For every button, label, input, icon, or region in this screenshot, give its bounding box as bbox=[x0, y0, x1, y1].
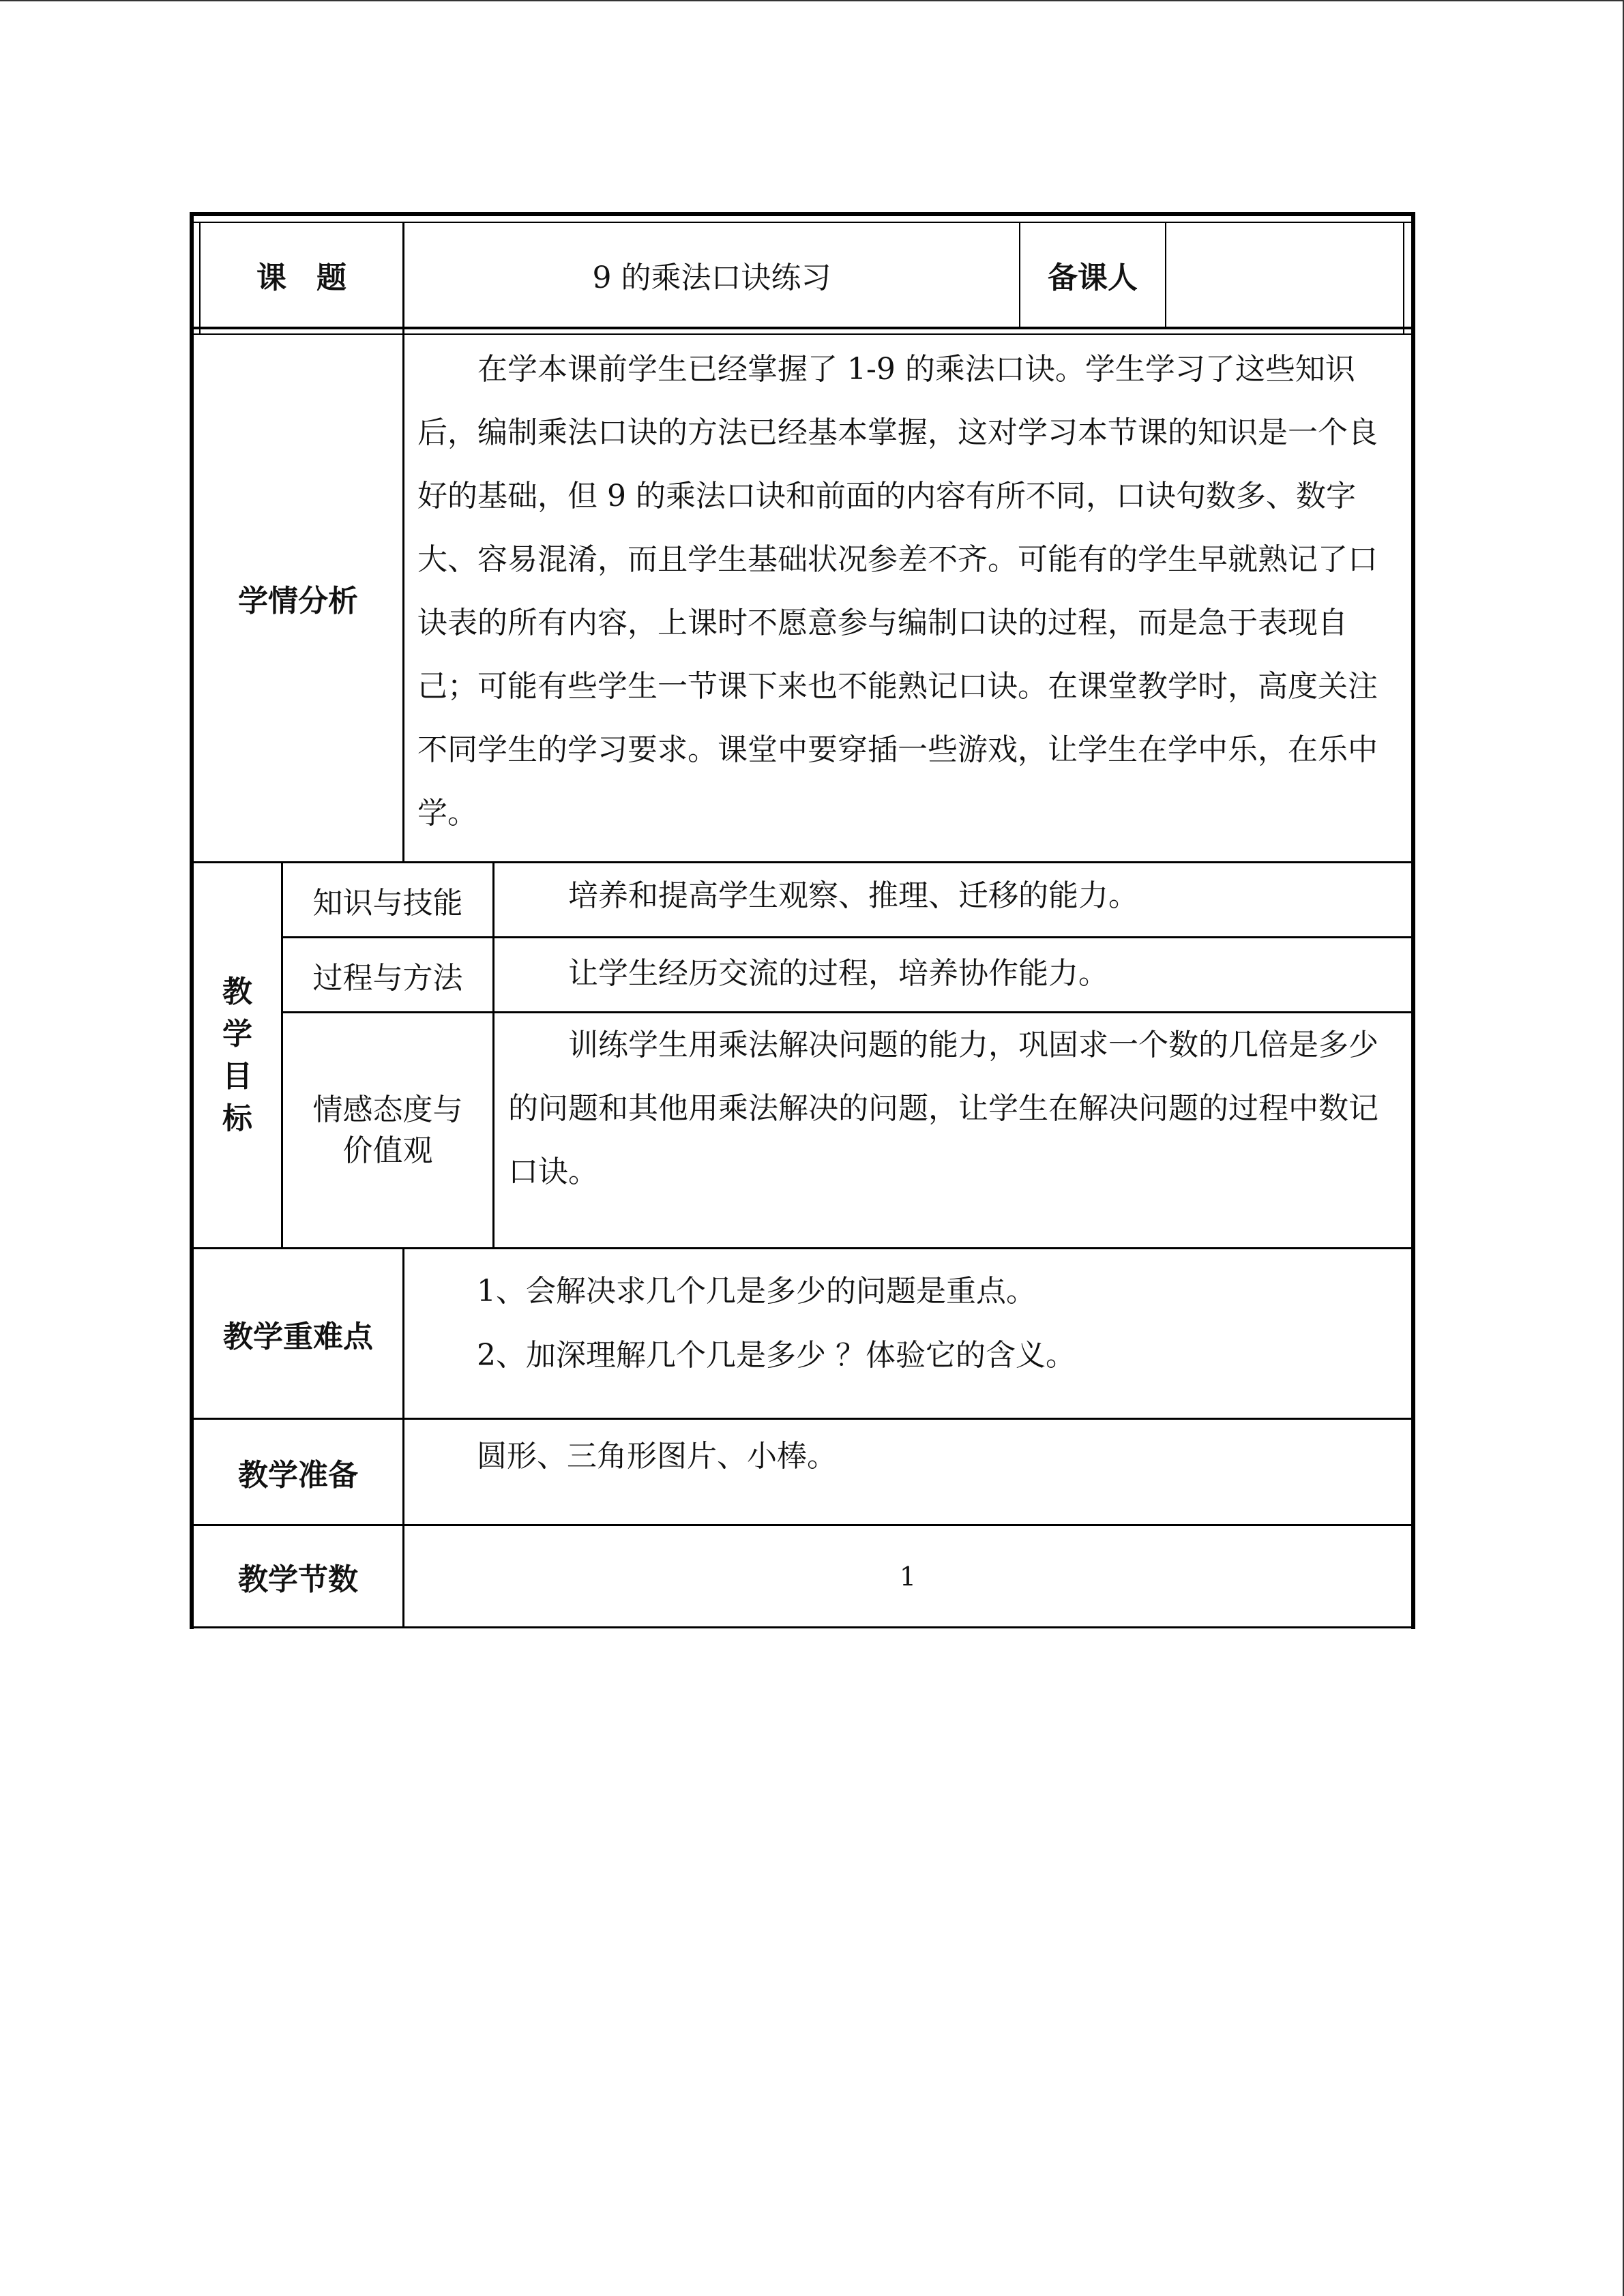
keypoints-list bbox=[404, 1249, 1411, 1418]
header-right-inner-rule bbox=[1403, 222, 1404, 335]
objective-process-label: 过程与方法 bbox=[312, 960, 463, 996]
header-bottom-rule bbox=[194, 327, 1411, 329]
periods-value: 1 bbox=[899, 1561, 917, 1592]
objective-knowledge-text: 培养和提高学生观察、推理、迁移的能力。 bbox=[568, 878, 1138, 913]
objectives-label-cell bbox=[194, 863, 281, 1247]
periods-label: 教学节数 bbox=[238, 1562, 358, 1597]
objective-attitude-text: 训练学生用乘法解决问题的能力，巩固求一个数的几倍是多少的问题和其他用乘法解决的问题，让学生在解决问题的过程中数记口诀。 bbox=[508, 1028, 1378, 1189]
analysis-text: 在学本课前学生已经掌握了 1-9 的乘法口诀。学生学习了这些知识后，编制乘法口诀的方法已经基本掌握，这对学习本节课的知识是一个良好的基础，但 9 的乘法口诀和前面的内容有所不同，口诀句数多、数字大、容易混淆，而且学生基础状况参差不齐。可能有的学生早就熟记了口诀表的所有内容，上课时不愿意参与编制口诀的过程，而是急于表现自己；可能有些学生一节课下来也不能熟记口诀。在课堂教学时，高度关注不同学生的学习要求。课堂中要穿插一些游戏，让学生在学中乐，在乐中学。 bbox=[417, 352, 1378, 831]
topic-label: 课 题 bbox=[256, 260, 346, 295]
objectives-label: 教学目标 bbox=[222, 974, 252, 1136]
preparer-value bbox=[1166, 223, 1403, 327]
keypoint-item: 1、会解决求几个几是多少的问题是重点。 bbox=[477, 1274, 1036, 1309]
keypoints-label: 教学重难点 bbox=[223, 1319, 373, 1354]
objective-attitude-label-cell bbox=[283, 1013, 492, 1247]
analysis-label: 学情分析 bbox=[238, 584, 358, 618]
topic-value: 9 的乘法口诀练习 bbox=[592, 260, 831, 295]
lesson-plan-table bbox=[190, 212, 1415, 1629]
preparer-label: 备课人 bbox=[1048, 260, 1138, 295]
page-top-edge bbox=[0, 0, 1624, 1]
objective-process-text: 让学生经历交流的过程，培养协作能力。 bbox=[568, 956, 1108, 991]
preparation-label: 教学准备 bbox=[238, 1457, 358, 1493]
preparation-text: 圆形、三角形图片、小棒。 bbox=[477, 1439, 837, 1474]
objective-attitude-label: 情感态度与价值观 bbox=[312, 1092, 463, 1168]
periods-bottom-rule bbox=[194, 1626, 1411, 1628]
keypoint-item: 2、加深理解几个几是多少 ？体验它的含义。 bbox=[477, 1338, 1076, 1373]
objective-knowledge-label: 知识与技能 bbox=[312, 885, 463, 921]
